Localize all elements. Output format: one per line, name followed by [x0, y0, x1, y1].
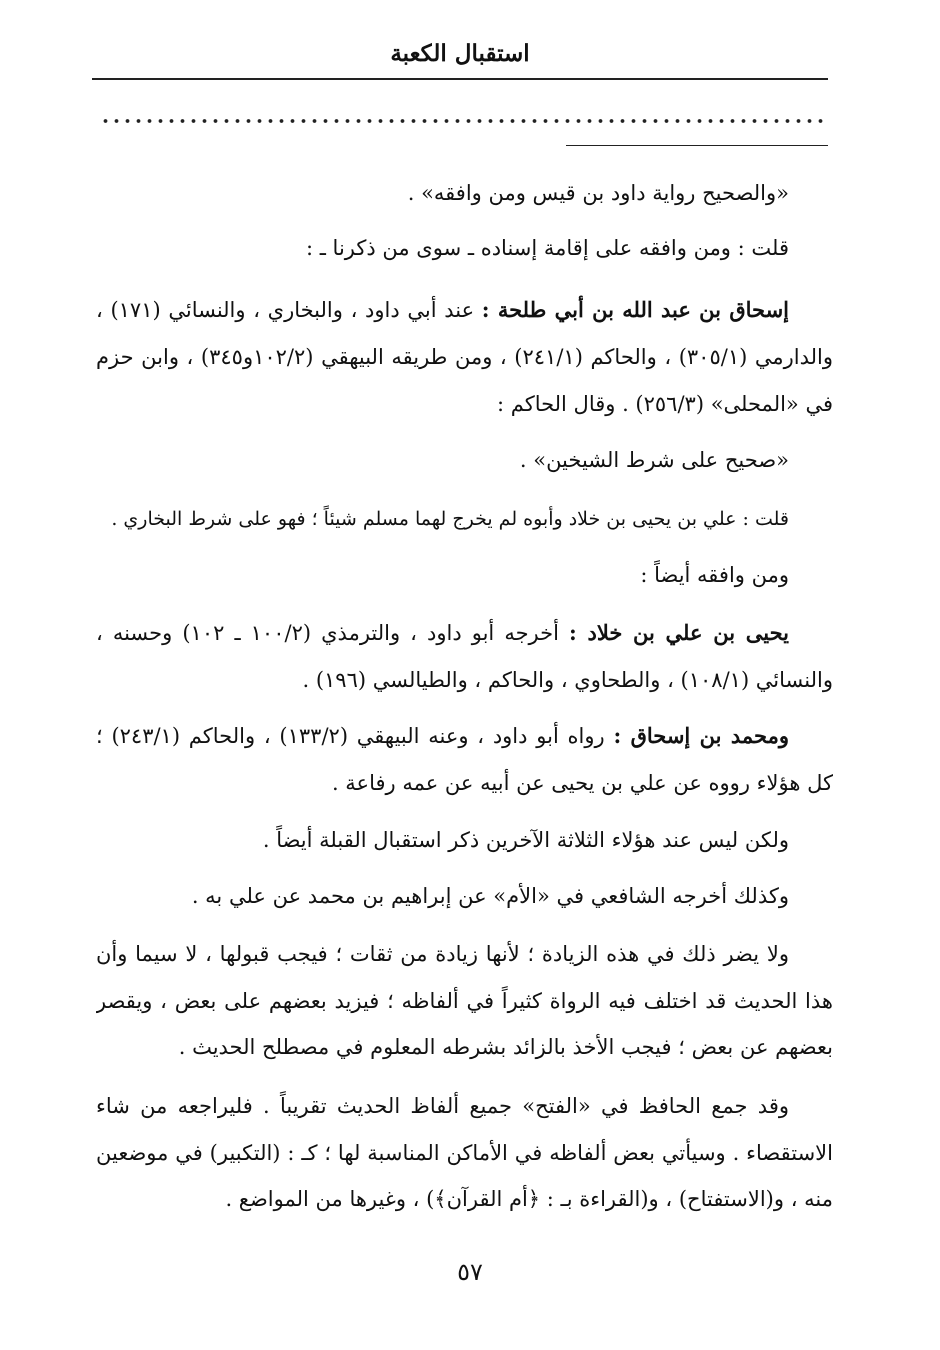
text-line-11: ومحمد بن إسحاق : رواه أبو داود ، وعنه البيهقي (١٣٣/٢) ، والحاكم (٢٤٣/١) ؛	[96, 723, 790, 748]
text-line-9: يحيى بن علي بن خلاد : أخرجه أبو داود ، والترمذي (١٠٠/٢ ـ ١٠٢) وحسنه ،	[96, 620, 789, 645]
text-line-2: قلت : ومن وافقه على إقامة إسناده ـ سوى من ذكرنا ـ :	[305, 236, 789, 260]
text-line-1: «والصحيح رواية داود بن قيس ومن وافقه» .	[407, 181, 789, 205]
text-line-5: في «المحلى» (٢٥٦/٣) . وقال الحاكم :	[496, 392, 833, 416]
text-line-7: قلت : علي بن يحيى بن خلاد وأبوه لم يخرج لهما مسلم شيئاً ؛ فهو على شرط البخاري .	[111, 508, 789, 530]
text-line-17: بعضهم عن بعض ؛ فيجب الأخذ بالزائد بشرطه المعلوم في مصطلح الحديث .	[178, 1035, 833, 1059]
dotted-separator	[100, 114, 828, 128]
text-line-13: ولكن ليس عند هؤلاء الثلاثة الآخرين ذكر استقبال القبلة أيضاً .	[262, 828, 789, 852]
text-line-12: كل هؤلاء رووه عن علي بن يحيى عن أبيه عن عمه رفاعة .	[331, 771, 833, 795]
text-line-3: إسحاق بن عبد الله بن أبي طلحة : عند أبي داود ، والبخاري ، والنسائي (١٧١) ،	[96, 297, 789, 322]
text-line-16: هذا الحديث قد اختلف فيه الرواة كثيراً في ألفاظه ؛ فيزيد بعضهم على بعض ، ويقصر	[96, 989, 833, 1013]
running-header-title: استقبال الكعبة	[390, 40, 530, 67]
text-line-4: والدارمي (٣٠٥/١) ، والحاكم (٢٤١/١) ، ومن طريقه البيهقي (١٠٢/٢و٣٤٥) ، وابن حزم	[96, 345, 833, 369]
header-rule	[92, 78, 828, 80]
text-line-15: ولا يضر ذلك في هذه الزيادة ؛ لأنها زيادة من ثقات ؛ فيجب قبولها ، لا سيما وأن	[96, 942, 789, 966]
text-line-10: والنسائي (١٠٨/١) ، والطحاوي ، والحاكم ، والطيالسي (١٩٦) .	[302, 668, 833, 692]
text-line-6: «صحيح على شرط الشيخين» .	[519, 448, 789, 472]
short-rule	[566, 145, 828, 146]
text-line-20: منه ، و(الاستفتاح) ، و(القراءة بـ : ﴿أم القرآن﴾) ، وغيرها من المواضع .	[225, 1187, 833, 1211]
text-line-19: الاستقصاء . وسيأتي بعض ألفاظه في الأماكن المناسبة لها ؛ كـ : (التكبير) في موضعين	[96, 1141, 833, 1165]
text-line-14: وكذلك أخرجه الشافعي في «الأم» عن إبراهيم بن محمد عن علي به .	[191, 884, 789, 908]
text-line-18: وقد جمع الحافظ في «الفتح» جميع ألفاظ الحديث تقريباً . فليراجعه من شاء	[96, 1094, 789, 1118]
page-number: ٥٧	[457, 1258, 483, 1286]
text-line-8: ومن وافقه أيضاً :	[640, 563, 789, 587]
narrator-name: إسحاق بن عبد الله بن أبي طلحة :	[481, 297, 789, 322]
narrator-name: يحيى بن علي بن خلاد :	[569, 620, 789, 645]
narrator-name: ومحمد بن إسحاق :	[613, 723, 790, 748]
